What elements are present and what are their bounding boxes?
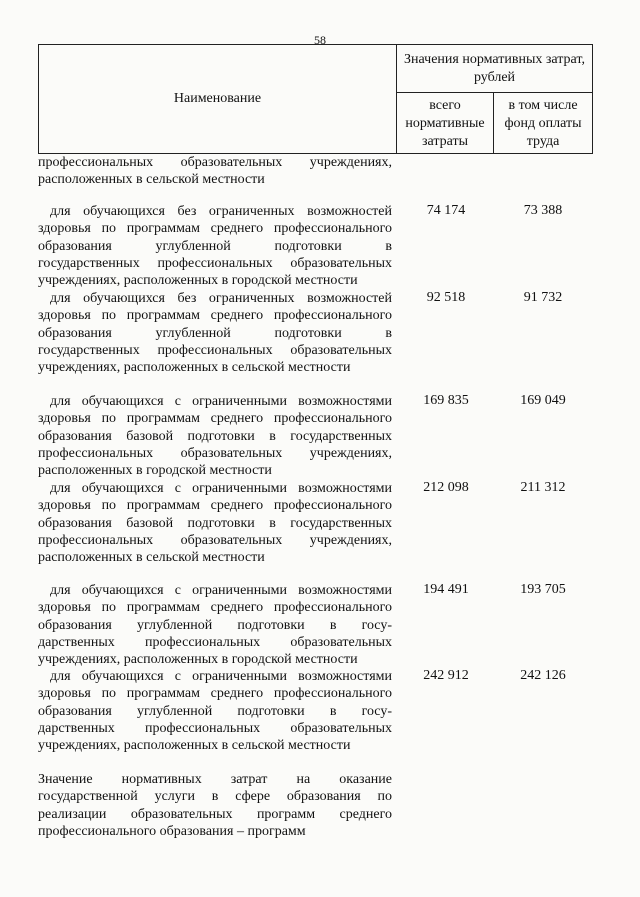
row-name-line: государственных профессиональных образовательных [38,342,392,358]
row-name-line: учреждениях, расположенных в сельской местности [38,738,351,754]
row-wage-value: 193 705 [520,582,566,597]
row-name-line: образования углубленной подготовки в госу- [38,703,392,719]
row-wage-value: 211 312 [520,480,566,495]
row-name [38,393,392,479]
row-name-line: для обучающихся без ограниченных возможностей [50,291,392,306]
header-name-column: Наименование [38,44,397,154]
page-number: 58 [314,33,326,47]
row-name-line: здоровья по программам среднего профессионального [38,308,392,324]
row-name-line: расположенных в городской местности [38,463,272,479]
row-name-line: профессиональных образовательных учреждениях, [38,532,392,548]
header-wage-column: в том числе фонд оплаты труда [493,92,593,154]
row-name-line: образования углубленной подготовки в госу- [38,617,392,633]
row-name-line: для обучающихся с ограниченными возможностями [50,669,392,684]
row-total-value: 169 835 [423,393,469,408]
row-name-line: здоровья по программам среднего профессионального [38,221,392,237]
row-name [38,582,392,668]
row-name-line: государственных профессиональных образовательных [38,255,392,271]
header-total-column: всего нормативные затраты [396,92,494,154]
row-wage-value: 169 049 [520,393,566,408]
row-name-line: образования базовой подготовки в государственных [38,428,392,444]
row-name-line: здоровья по программам среднего профессионального [38,686,392,702]
row-name-line: дарственных профессиональных образовательных [38,634,392,650]
row-name [38,480,392,566]
row-wage-value: 242 126 [520,668,566,683]
row-name-line: образования базовой подготовки в государственных [38,515,392,531]
row-name-line: для обучающихся без ограниченных возможностей [50,204,392,219]
row-total-value: 212 098 [423,480,469,495]
row-total-value: 242 912 [423,668,469,683]
row-name [38,290,392,376]
row-name [38,771,392,840]
row-name-line: здоровья по программам среднего профессионального [38,498,392,514]
row-name-line: образования углубленной подготовки в [38,325,392,341]
row-wage-value: 73 388 [523,203,563,218]
row-total-value: 92 518 [426,290,466,305]
row-name-line: профессиональных образовательных учреждениях, [38,445,392,461]
row-wage-value: 91 732 [523,290,563,305]
row-name-line: для обучающихся с ограниченными возможностями [50,394,392,409]
row-name-line: дарственных профессиональных образовательных [38,720,392,736]
row-name-line: Значение нормативных затрат на оказание [38,772,392,787]
table-header [38,44,593,154]
row-name [38,154,392,189]
row-name-line: реализации образовательных программ среднего [38,806,392,822]
row-name-line: расположенных в сельской местности [38,172,265,188]
row-name-line: государственной услуги в сфере образования по [38,789,392,805]
row-name-line: профессиональных образовательных учреждениях, [38,155,392,170]
row-total-value: 74 174 [426,203,466,218]
row-name-line: здоровья по программам среднего профессионального [38,411,392,427]
row-name-line: учреждениях, расположенных в сельской местности [38,360,351,376]
row-total-value: 194 491 [423,582,469,597]
row-name-line: учреждениях, расположенных в городской местности [38,273,358,289]
row-name [38,668,392,754]
header-values-column: Значения нормативных затрат, рублей [396,44,593,93]
row-name-line: для обучающихся с ограниченными возможностями [50,481,392,496]
row-name-line: для обучающихся с ограниченными возможностями [50,583,392,598]
row-name-line: образования углубленной подготовки в [38,238,392,254]
row-name [38,203,392,289]
row-name-line: расположенных в сельской местности [38,550,265,566]
row-name-line: учреждениях, расположенных в городской местности [38,652,358,668]
row-name-line: профессионального образования – программ [38,823,306,839]
row-name-line: здоровья по программам среднего профессионального [38,600,392,616]
